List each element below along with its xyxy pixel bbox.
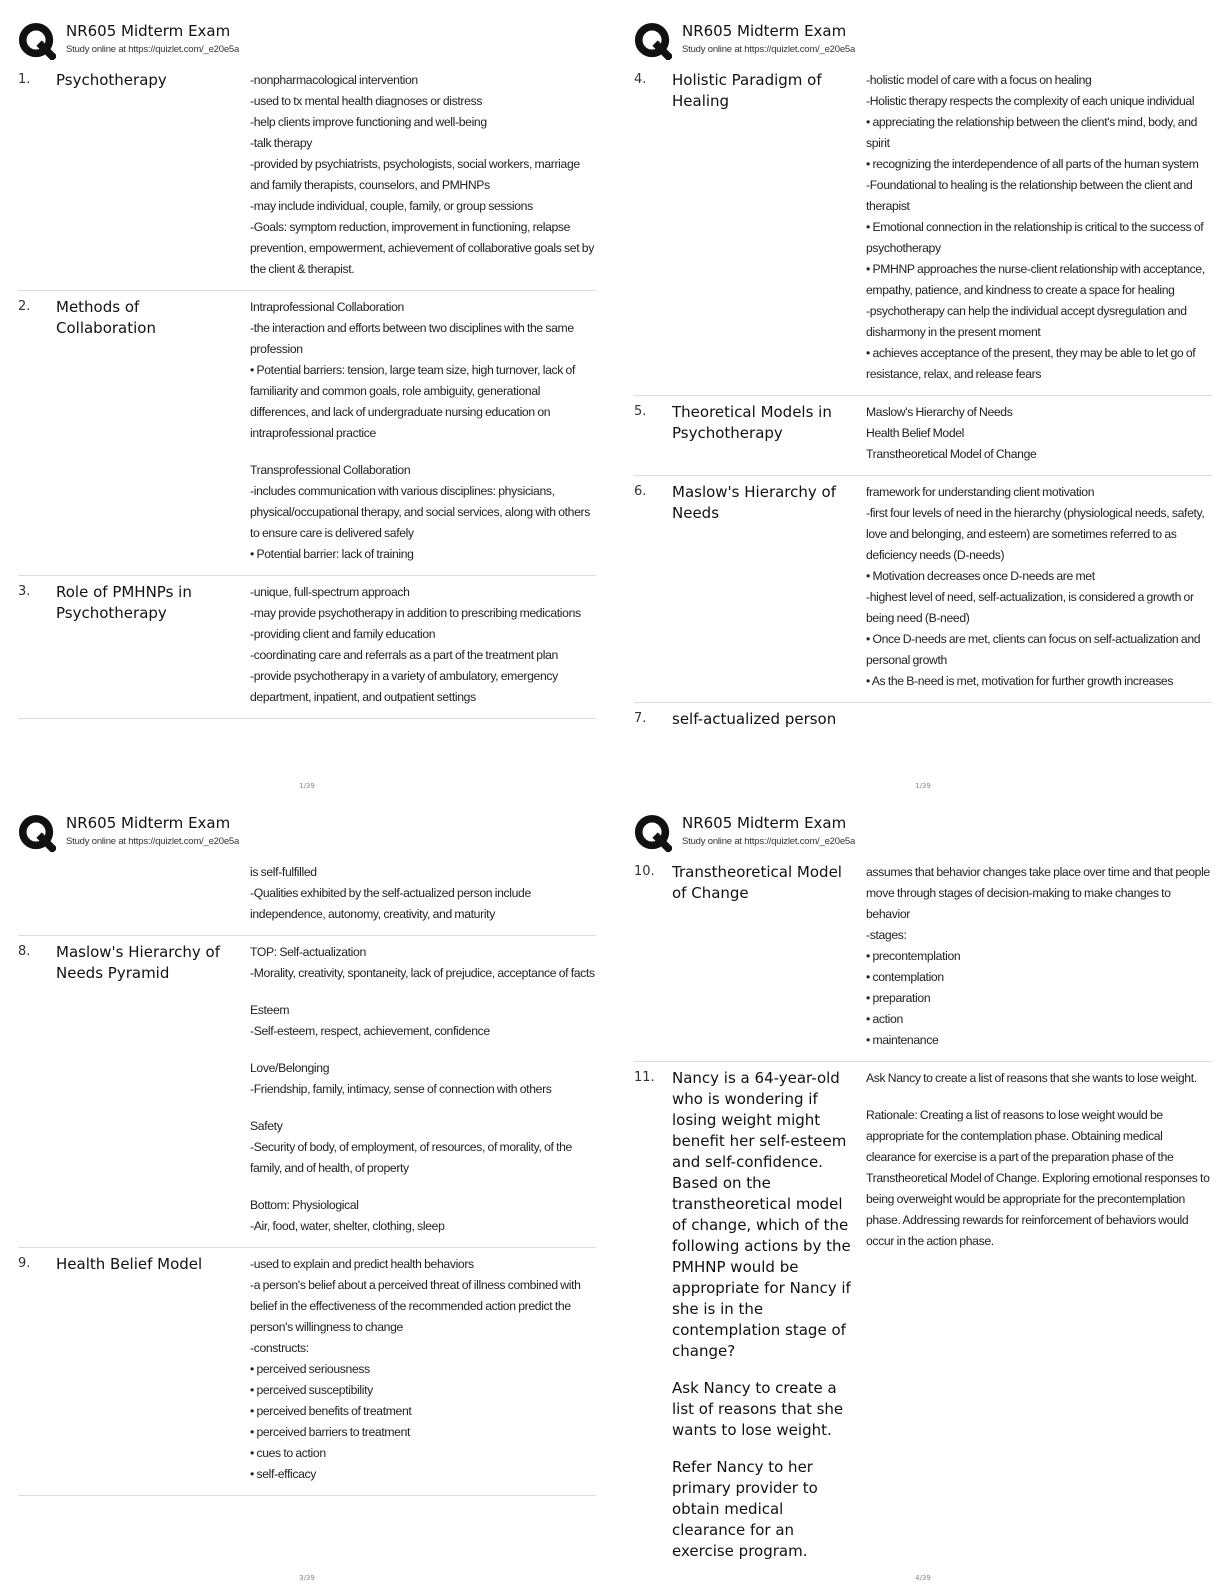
document-page [634, 810, 1212, 1590]
card-number [18, 862, 56, 925]
exam-title: NR605 Midterm Exam [682, 22, 847, 40]
card-number: 6. [634, 484, 647, 499]
text-block: Psychotherapy [56, 71, 167, 89]
card-number: 5. [634, 404, 647, 419]
card-number: 10. [634, 864, 655, 879]
flashcard-row [18, 936, 596, 1248]
text-block: Ask Nancy to create a list of reasons that she wants to lose weight. [866, 1071, 1197, 1085]
paragraph-gap [250, 1042, 596, 1058]
study-link[interactable]: Study online at https://quizlet.com/_e20e5a [66, 836, 240, 847]
text-block: Maslow's Hierarchy of Needs Pyramid [56, 943, 220, 982]
page-number: 4/39 [915, 1574, 931, 1582]
paragraph-gap [250, 1100, 596, 1116]
quizlet-logo-icon [18, 814, 56, 852]
text-block: -holistic model of care with a focus on healing -Holistic therapy respects the complexity of each unique individual • appreciating the relationship between the client's mind, body, and spirit • recognizing the interdependence of all parts of the human system -Foundational to healing is the relationship between the client and therapist • Emotional connection in the relationship is critical to the success of psychotherapy • PMHNP approaches the nurse-client relationship with acceptance, empathy, patience, and kindness to create a space for healing -psychotherapy can help the individual accept dysregulation and disharmony in the present moment • achieves acceptance of the present, they may be able to let go of resistance, relax, and release fears [866, 73, 1205, 381]
text-block: Role of PMHNPs in Psychotherapy [56, 583, 192, 622]
card-number: 11. [634, 1070, 655, 1085]
text-block: Nancy is a 64-year-old who is wondering if losing weight might benefit her self-esteem and self-confidence. Based on the transtheoretical model of change, which of the following actions by the PMHNP would be appropriate for Nancy if she is in the contemplation stage of change? [672, 1069, 851, 1360]
flashcard-row [18, 64, 596, 291]
flashcard-row [634, 476, 1212, 703]
text-block: Love/Belonging -Friendship, family, intimacy, sense of connection with others [250, 1061, 552, 1096]
page-number: 1/39 [915, 782, 931, 790]
text-block: Maslow's Hierarchy of Needs [672, 483, 836, 522]
card-list [18, 64, 596, 719]
card-term [672, 70, 866, 385]
card-definition [250, 862, 596, 925]
text-block: Esteem -Self-esteem, respect, achievement, confidence [250, 1003, 490, 1038]
paragraph-gap [672, 1362, 858, 1378]
card-term [672, 1068, 866, 1562]
flashcard-row [18, 1248, 596, 1496]
card-term [56, 70, 250, 280]
card-term [672, 482, 866, 692]
text-block: Ask Nancy to create a list of reasons that she wants to lose weight. [672, 1379, 844, 1439]
page-header [634, 810, 1212, 856]
card-definition [866, 482, 1212, 692]
quizlet-logo-icon [634, 814, 672, 852]
flashcard-row [18, 291, 596, 576]
document-page [634, 18, 1212, 798]
card-number: 8. [18, 944, 31, 959]
quizlet-logo-icon [634, 22, 672, 60]
page-header [18, 810, 596, 856]
card-number: 1. [18, 72, 31, 87]
text-block: -nonpharmacological intervention -used to tx mental health diagnoses or distress -help clients improve functioning and well-being -talk therapy -provided by psychiatrists, psychologists, social workers, marriage and family therapists, counselors, and PMHNPs -may include individual, couple, family, or group sessions -Goals: symptom reduction, improvement in functioning, relapse prevention, empowerment, achievement of collaborative goals set by the client & therapist. [250, 73, 594, 276]
study-link[interactable]: Study online at https://quizlet.com/_e20e5a [66, 44, 240, 55]
card-definition [866, 1068, 1212, 1562]
text-block: Safety -Security of body, of employment, of resources, of morality, of the family, and of health, of property [250, 1119, 572, 1175]
page-header [634, 18, 1212, 64]
flashcard-row [634, 396, 1212, 476]
card-term [672, 862, 866, 1051]
card-definition [250, 942, 596, 1237]
card-term [56, 862, 250, 925]
card-term [56, 942, 250, 1237]
card-number: 2. [18, 299, 31, 314]
card-definition [866, 70, 1212, 385]
text-block: Methods of Collaboration [56, 298, 156, 337]
paragraph-gap [250, 444, 596, 460]
card-definition [250, 582, 596, 708]
card-list [634, 856, 1212, 1572]
card-number: 4. [634, 72, 647, 87]
card-definition [250, 1254, 596, 1485]
card-term [56, 582, 250, 708]
card-term [672, 709, 866, 730]
flashcard-row [634, 856, 1212, 1062]
text-block: Holistic Paradigm of Healing [672, 71, 822, 110]
text-block: Maslow's Hierarchy of Needs Health Belief Model Transtheoretical Model of Change [866, 405, 1037, 461]
text-block: Intraprofessional Collaboration -the interaction and efforts between two disciplines with the same profession • Potential barriers: tension, large team size, high turnover, lack of familiarity and common goals, role ambiguity, generational differences, and lack of undergraduate nursing education on intraprofessional practice [250, 300, 575, 440]
document-page [18, 810, 596, 1590]
page-number: 1/39 [299, 782, 315, 790]
text-block: Bottom: Physiological -Air, food, water, shelter, clothing, sleep [250, 1198, 445, 1233]
exam-title: NR605 Midterm Exam [66, 814, 231, 832]
text-block: Theoretical Models in Psychotherapy [672, 403, 832, 442]
text-block: -unique, full-spectrum approach -may provide psychotherapy in addition to prescribing medications -providing client and family education -coordinating care and referrals as a part of the treatment plan -provide psychotherapy in a variety of ambulatory, emergency department, inpatient, and outpatient settings [250, 585, 581, 704]
text-block: Rationale: Creating a list of reasons to lose weight would be appropriate for the contemplation phase. Obtaining medical clearance for exercise is a part of the preparation phase of the Transtheoretical Model of Change. Exploring emotional responses to being overweight would be appropriate for the precontemplation phase. Addressing rewards for reinforcement of behaviors would occur in the action phase. [866, 1108, 1210, 1248]
card-definition [866, 402, 1212, 465]
paragraph-gap [866, 1089, 1212, 1105]
flashcard-row [18, 576, 596, 719]
text-block: assumes that behavior changes take place over time and that people move through stages of decision-making to make changes to behavior -stages: • precontemplation • contemplation • preparation • action • maintenance [866, 865, 1210, 1047]
card-term [56, 1254, 250, 1485]
study-link[interactable]: Study online at https://quizlet.com/_e20e5a [682, 44, 856, 55]
study-link[interactable]: Study online at https://quizlet.com/_e20e5a [682, 836, 856, 847]
card-definition [866, 862, 1212, 1051]
text-block: Transprofessional Collaboration -includes communication with various disciplines: physicians, physical/occupational therapy, and social services, along with others to ensure care is delivered safely • Potential barrier: lack of training [250, 463, 590, 561]
exam-title: NR605 Midterm Exam [66, 22, 231, 40]
text-block: -used to explain and predict health behaviors -a person's belief about a perceived threat of illness combined with belief in the effectiveness of the recommended action predict the person's willingness to change -constructs: • perceived seriousness • perceived susceptibility • perceived benefits of treatment • perceived barriers to treatment • cues to action • self-efficacy [250, 1257, 581, 1481]
card-number: 9. [18, 1256, 31, 1271]
text-block: Refer Nancy to her primary provider to obtain medical clearance for an exercise program. [672, 1458, 818, 1560]
text-block: Transtheoretical Model of Change [672, 863, 842, 902]
card-list [18, 856, 596, 1496]
paragraph-gap [672, 1441, 858, 1457]
flashcard-row [634, 64, 1212, 396]
card-definition [250, 70, 596, 280]
flashcard-row [634, 703, 1212, 740]
document-page [18, 18, 596, 798]
flashcard-row [18, 856, 596, 936]
flashcard-row [634, 1062, 1212, 1572]
page-header [18, 18, 596, 64]
card-term [56, 297, 250, 565]
card-number: 3. [18, 584, 31, 599]
card-number: 7. [634, 711, 647, 726]
paragraph-gap [250, 984, 596, 1000]
card-definition [866, 709, 1212, 730]
text-block: Health Belief Model [56, 1255, 203, 1273]
page-number: 3/39 [299, 1574, 315, 1582]
text-block: framework for understanding client motivation -first four levels of need in the hierarchy (physiological needs, safety, love and belonging, and esteem) are sometimes referred to as deficiency needs (D-needs) • Motivation decreases once D-needs are met -highest level of need, self-actualization, is considered a growth or being need (B-need) • Once D-needs are met, clients can focus on self-actualization and personal growth • As the B-need is met, motivation for further growth increases [866, 485, 1205, 688]
text-block: is self-fulfilled -Qualities exhibited by the self-actualized person include independence, autonomy, creativity, and maturity [250, 865, 531, 921]
text-block: self-actualized person [672, 710, 837, 728]
card-term [672, 402, 866, 465]
text-block: TOP: Self-actualization -Morality, creativity, spontaneity, lack of prejudice, acceptance of facts [250, 945, 595, 980]
paragraph-gap [250, 1179, 596, 1195]
quizlet-logo-icon [18, 22, 56, 60]
card-list [634, 64, 1212, 740]
card-definition [250, 297, 596, 565]
exam-title: NR605 Midterm Exam [682, 814, 847, 832]
